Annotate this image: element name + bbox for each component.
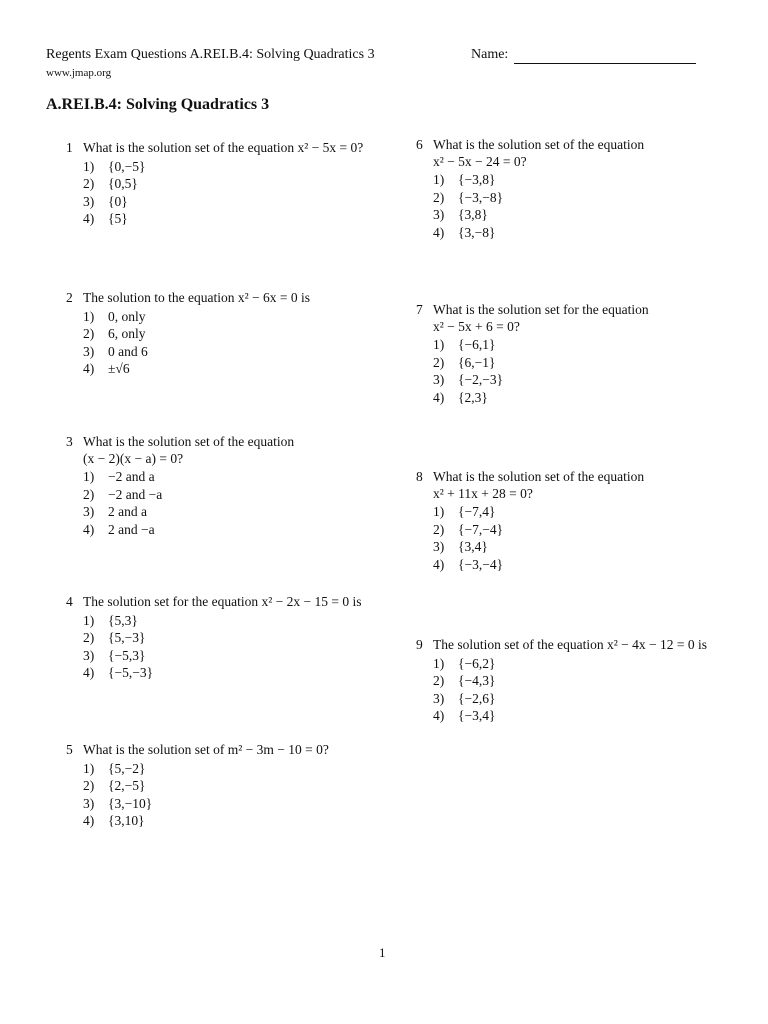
choice-number: 4)	[433, 708, 445, 723]
question-stem	[66, 140, 363, 157]
choice-text: {2,−5}	[108, 778, 146, 793]
question-number: 3	[66, 434, 73, 449]
choice-number: 2)	[83, 486, 95, 502]
choice-text: {3,10}	[108, 813, 145, 828]
answer-choice	[416, 503, 644, 521]
source-url: www.jmap.org	[46, 67, 112, 79]
answer-choices	[416, 171, 644, 241]
choice-text: {5,−3}	[108, 630, 146, 645]
choice-number: 3)	[433, 207, 445, 222]
question-number: 7	[416, 302, 423, 317]
question-stem	[66, 290, 310, 307]
answer-choice	[66, 210, 363, 228]
question-9	[416, 637, 707, 725]
choice-number: 3)	[83, 647, 95, 663]
question-stem	[416, 469, 644, 486]
question-stem	[66, 434, 294, 451]
choice-text: 2 and −a	[108, 521, 155, 537]
answer-choice	[416, 336, 649, 354]
choice-number: 2)	[83, 326, 95, 341]
question-stem	[416, 637, 707, 654]
answer-choices	[66, 158, 363, 228]
choice-text: 2 and a	[108, 504, 147, 519]
question-5	[66, 742, 329, 830]
name-blank-line	[514, 63, 696, 64]
question-number: 1	[66, 140, 73, 155]
question-number: 4	[66, 594, 73, 609]
choice-text: {−4,3}	[458, 673, 496, 688]
choice-text: −2 and a	[108, 469, 155, 484]
choice-number: 1)	[83, 760, 95, 776]
choice-number: 1)	[433, 504, 445, 519]
answer-choice	[66, 760, 329, 778]
section-title: A.REI.B.4: Solving Quadratics 3	[46, 96, 270, 113]
choice-number: 1)	[433, 172, 445, 187]
question-text-continued: x² − 5x − 24 = 0?	[433, 153, 527, 169]
choice-text: 0 and 6	[108, 343, 148, 359]
question-text: The solution to the equation x² − 6x = 0 is	[83, 290, 311, 305]
choice-number: 1)	[433, 655, 445, 671]
question-text: What is the solution set of the equation x² − 5x = 0?	[83, 140, 364, 155]
choice-number: 1)	[83, 469, 95, 484]
choice-text: {−7,−4}	[458, 521, 504, 537]
answer-choice	[66, 521, 294, 539]
answer-choice	[416, 690, 707, 708]
answer-choice	[66, 193, 363, 211]
question-number: 9	[416, 637, 423, 652]
question-3	[66, 434, 294, 538]
choice-text: 0, only	[108, 308, 146, 324]
choice-number: 4)	[83, 211, 95, 226]
question-7	[416, 302, 649, 406]
choice-text: {6,−1}	[458, 354, 496, 370]
choice-text: {5,3}	[108, 612, 138, 628]
answer-choice	[66, 503, 294, 521]
choice-text: {−2,6}	[458, 690, 496, 706]
choice-text: {−6,1}	[458, 337, 496, 352]
choice-text: {3,8}	[458, 207, 488, 222]
answer-choice	[66, 360, 310, 378]
question-6	[416, 137, 644, 241]
answer-choice	[416, 672, 707, 690]
answer-choice	[416, 655, 707, 673]
answer-choice	[416, 224, 644, 242]
choice-text: {−3,−8}	[458, 189, 504, 205]
choice-number: 3)	[83, 795, 95, 811]
choice-number: 3)	[433, 372, 445, 387]
choice-text: {0}	[108, 193, 128, 209]
choice-number: 2)	[83, 778, 95, 793]
choice-text: {−3,−4}	[458, 556, 504, 572]
choice-text: ±√6	[108, 361, 130, 376]
question-stem	[416, 137, 644, 154]
name-label: Name:	[471, 47, 509, 62]
answer-choice	[416, 189, 644, 207]
choice-number: 3)	[83, 343, 95, 359]
question-1	[66, 140, 363, 228]
answer-choice	[416, 556, 644, 574]
answer-choice	[66, 308, 310, 326]
answer-choice	[66, 158, 363, 176]
document-header-title: Regents Exam Questions A.REI.B.4: Solving Quadratics 3	[46, 47, 375, 62]
choice-number: 1)	[433, 337, 445, 352]
answer-choice	[66, 795, 329, 813]
question-text: The solution set for the equation x² − 2x − 15 = 0 is	[83, 594, 362, 609]
choice-number: 2)	[83, 176, 95, 191]
answer-choice	[66, 612, 361, 630]
page-number: 1	[379, 945, 386, 960]
question-text: What is the solution set of m² − 3m − 10 = 0?	[83, 742, 329, 757]
answer-choices	[66, 468, 294, 538]
question-number: 8	[416, 469, 423, 484]
question-text: What is the solution set of the equation	[433, 469, 645, 484]
question-text-continued: x² − 5x + 6 = 0?	[433, 318, 520, 334]
question-text: What is the solution set of the equation	[433, 137, 645, 152]
answer-choice	[66, 325, 310, 343]
question-4	[66, 594, 361, 682]
answer-choice	[416, 354, 649, 372]
choice-number: 4)	[433, 556, 445, 572]
choice-number: 4)	[83, 521, 95, 537]
question-8	[416, 469, 644, 573]
question-text: The solution set of the equation x² − 4x − 12 = 0 is	[433, 637, 707, 652]
choice-number: 4)	[433, 389, 445, 405]
answer-choice	[416, 171, 644, 189]
answer-choice	[66, 343, 310, 361]
answer-choices	[66, 612, 361, 682]
question-stem	[66, 594, 361, 611]
choice-number: 3)	[83, 193, 95, 209]
choice-text: −2 and −a	[108, 486, 163, 502]
answer-choice	[416, 389, 649, 407]
choice-text: {3,−8}	[458, 224, 496, 240]
choice-text: {3,4}	[458, 539, 488, 554]
choice-number: 1)	[83, 612, 95, 628]
choice-text: {−5,−3}	[108, 665, 154, 680]
choice-text: {2,3}	[458, 389, 488, 405]
choice-text: {5,−2}	[108, 760, 146, 776]
choice-text: {−7,4}	[458, 504, 496, 519]
answer-choices	[66, 760, 329, 830]
choice-number: 3)	[433, 539, 445, 554]
choice-number: 1)	[83, 308, 95, 324]
choice-text: 6, only	[108, 326, 146, 341]
answer-choice	[416, 521, 644, 539]
answer-choice	[66, 629, 361, 647]
answer-choices	[416, 503, 644, 573]
answer-choice	[66, 647, 361, 665]
answer-choices	[416, 655, 707, 725]
question-number: 2	[66, 290, 73, 305]
answer-choice	[416, 538, 644, 556]
answer-choice	[66, 486, 294, 504]
answer-choice	[66, 777, 329, 795]
choice-number: 1)	[83, 158, 95, 174]
choice-number: 2)	[83, 630, 95, 645]
choice-number: 3)	[83, 504, 95, 519]
choice-text: {−2,−3}	[458, 372, 504, 387]
answer-choice	[66, 175, 363, 193]
choice-number: 4)	[83, 361, 95, 376]
choice-number: 2)	[433, 521, 445, 537]
answer-choice	[66, 812, 329, 830]
question-text-continued: (x − 2)(x − a) = 0?	[83, 450, 184, 466]
question-text: What is the solution set for the equation	[433, 302, 649, 317]
question-text-continued: x² + 11x + 28 = 0?	[433, 485, 533, 501]
choice-text: {−3,4}	[458, 708, 496, 723]
choice-text: {−3,8}	[458, 172, 496, 187]
choice-number: 2)	[433, 189, 445, 205]
choice-text: {0,−5}	[108, 158, 146, 174]
question-number: 5	[66, 742, 73, 757]
choice-text: {−6,2}	[458, 655, 496, 671]
choice-text: {5}	[108, 211, 128, 226]
answer-choice	[416, 707, 707, 725]
choice-text: {3,−10}	[108, 795, 153, 811]
answer-choices	[416, 336, 649, 406]
choice-number: 2)	[433, 673, 445, 688]
answer-choice	[416, 206, 644, 224]
answer-choice	[66, 468, 294, 486]
choice-number: 3)	[433, 690, 445, 706]
question-2	[66, 290, 310, 378]
choice-number: 2)	[433, 354, 445, 370]
choice-text: {0,5}	[108, 176, 138, 191]
question-stem	[66, 742, 329, 759]
answer-choices	[66, 308, 310, 378]
question-text: What is the solution set of the equation	[83, 434, 295, 449]
choice-number: 4)	[433, 224, 445, 240]
answer-choice	[416, 371, 649, 389]
choice-number: 4)	[83, 665, 95, 680]
answer-choice	[66, 664, 361, 682]
choice-number: 4)	[83, 813, 95, 828]
question-stem	[416, 302, 649, 319]
choice-text: {−5,3}	[108, 647, 146, 663]
question-number: 6	[416, 137, 423, 152]
